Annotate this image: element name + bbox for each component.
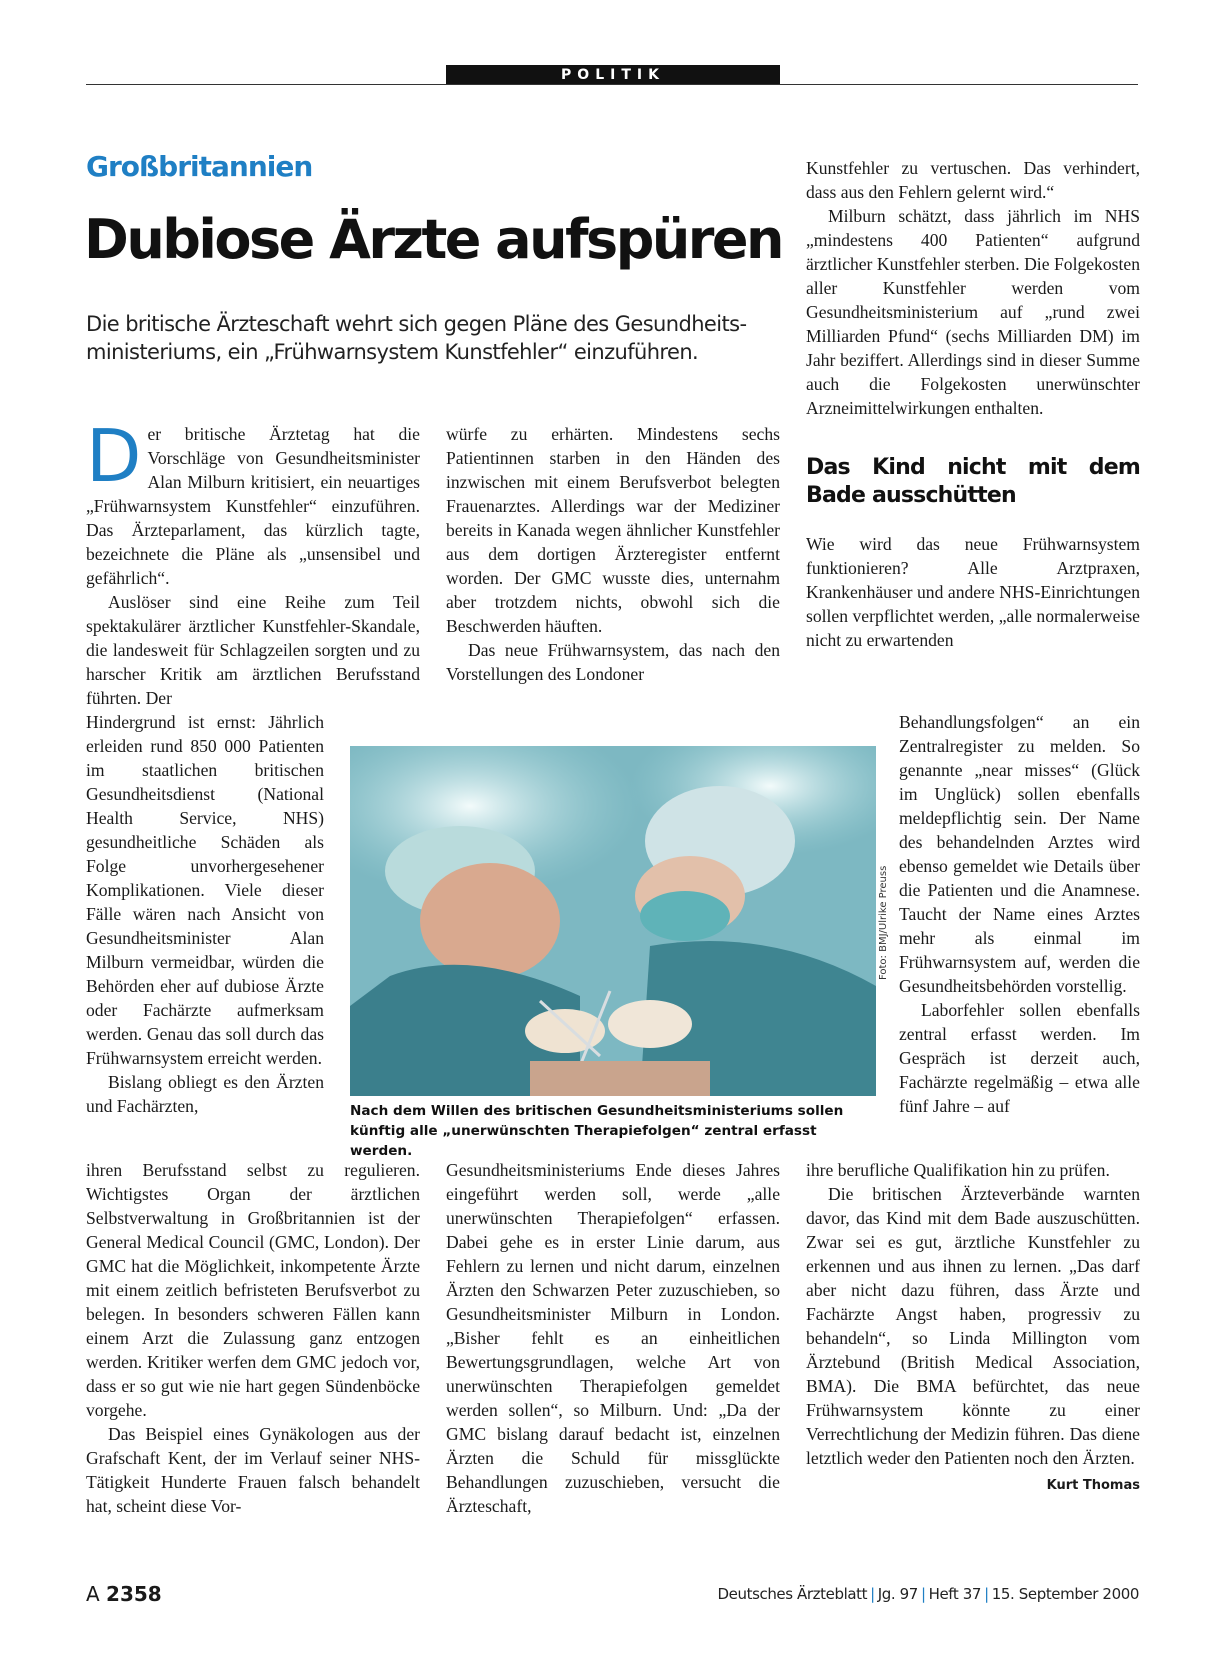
- column-1: [86, 414, 420, 708]
- drop-cap: D: [86, 414, 142, 498]
- paragraph: Gesundheitsministeriums Ende dieses Jahres eingeführt werden soll, werde „alle unerwünschten Therapiefolgen“ erfassen. Dabei gehe es in erster Linie darum, aus Fehlern zu lernen und nicht darum, einzelnen Ärzten den Schwarzen Peter zuzuschieben, so Gesundheitsminister Milburn in London. „Bisher fehlt es an einheitlichen Bewertungsgrundlagen, welche Art von unerwünschten Therapiefolgen gemeldet werden sollen“, so Milburn. Und: „Da der GMC bislang darauf bedacht ist, einzelnen Ärzten die Schuld für missglückte Behandlungen zuzuschieben, versucht die Ärzteschaft,: [446, 1160, 780, 1516]
- footer-citation: Deutsches Ärzteblatt | Jg. 97 | Heft 37 | 15. September 2000: [717, 1585, 1139, 1603]
- paragraph: Auslöser sind eine Reihe zum Teil spektakulärer ärztlicher Kunstfehler-Skandale, die landesweit für Schlagzeilen sorgten und zu harscher Kritik am ärztlichen Berufsstand führten. Der: [86, 592, 420, 708]
- paragraph: er britische Ärztetag hat die Vorschläge von Gesundheitsminister Alan Milburn kritisiert, ein neuartiges „Frühwarnsystem Kunstfehler“ einzuführen. Das Ärzteparlament, das kürzlich tagte, bezeichnete die Pläne als „unsensibel und gefährlich“.: [86, 424, 420, 588]
- paragraph: Kunstfehler zu vertuschen. Das verhindert, dass aus den Fehlern gelernt wird.“: [806, 158, 1140, 202]
- subheading: Das Kind nicht mit dem Bade ausschütten: [806, 455, 1140, 508]
- column-1-narrow: [86, 710, 324, 1118]
- kicker: Großbritannien: [86, 150, 313, 183]
- lead-paragraph: Die britische Ärzteschaft wehrt sich gegen Pläne des Gesundheitsministeriums, ein „Frühwarnsystem Kunstfehler“ einzuführen.: [86, 312, 748, 364]
- paragraph: [806, 1182, 1140, 1493]
- paragraph: Hindergrund ist ernst: Jährlich erleiden rund 850 000 Patienten im staatlichen britischen Gesundheitsdienst (National Health Service, NHS) gesundheitliche Schäden als Folge unvorhergesehener Komplikationen. Viele dieser Fälle wären nach Ansicht von Gesundheitsminister Alan Milburn vermeidbar, würden die Behörden eher auf dubiose Ärzte oder Fachärzte aufmerksam werden. Genau das soll durch das Frühwarnsystem erreicht werden.: [86, 712, 324, 1068]
- paragraph: Das neue Frühwarnsystem, das nach den Vorstellungen des Londoner: [446, 640, 780, 684]
- paragraph: Laborfehler sollen ebenfalls zentral erfasst werden. Im Gespräch ist derzeit auch, Fachärzte regelmäßig – etwa alle fünf Jahre – auf: [899, 1000, 1140, 1116]
- issue: Heft 37: [928, 1585, 982, 1603]
- column-2-lower: [446, 1158, 780, 1518]
- paragraph-text: Die britischen Ärzteverbände warnten davor, das Kind mit dem Bade auszuschütten. Zwar sei es gut, ärztliche Kunstfehler zu erkennen und aus ihnen zu lernen. „Das darf aber nicht dazu führen, dass Ärzte und Fachärzte Angst haben, progressiv zu behandeln“, so Linda Millington vom Ärztebund (British Medical Association, BMA). Die BMA befürchtet, das neue Frühwarnsystem könnte zu einer Verrechtlichung der Medizin führen. Das diene letztlich weder den Patienten noch den Ärzten.: [806, 1184, 1140, 1468]
- paragraph: Behandlungsfolgen“ an ein Zentralregister zu melden. So genannte „near misses“ (Glück im Unglück) sollen ebenfalls meldepflichtig sein. Der Name des behandelnden Arztes wird ebenso gemeldet wie Details über die Patienten und die Anamnese. Taucht der Name eines Arztes mehr als einmal im Frühwarnsystem auf, werden die Gesundheitsbehörden vorstellig.: [899, 712, 1140, 996]
- journal-name: Deutsches Ärzteblatt: [717, 1585, 868, 1603]
- page-number-value: 2358: [106, 1582, 162, 1606]
- paragraph: würfe zu erhärten. Mindestens sechs Patientinnen starben in den Händen des inzwischen mit einem Berufsverbot belegten Frauenarztes. Allerdings war der Mediziner bereits in Kanada wegen ähnlicher Kunstfehler aus dem dortigen Ärzteregister entfernt worden. Der GMC wusste dies, unternahm aber trotzdem nichts, obwohl sich die Beschwerden häuften.: [446, 424, 780, 636]
- volume: Jg. 97: [877, 1585, 918, 1603]
- author: Kurt Thomas: [1046, 1478, 1140, 1493]
- paragraph: ihren Berufsstand selbst zu regulieren. Wichtigstes Organ der ärztlichen Selbstverwaltung in Großbritannien ist der General Medical Council (GMC, London). Der GMC hat die Möglichkeit, inkompetente Ärzte mit einem zeitlich befristeten Berufsverbot zu belegen. In besonders schweren Fällen kann einem Arzt die Zulassung ganz entzogen werden. Kritiker werfen dem GMC jedoch vor, dass er so gut wie nie hart gegen Sündenböcke vorgehe.: [86, 1160, 420, 1420]
- column-3-narrow: [899, 710, 1140, 1118]
- photo-caption: Nach dem Willen des britischen Gesundheitsministeriums sollen künftig alle „unerwünschten Therapiefolgen“ zentral erfasst werden.: [350, 1103, 844, 1159]
- surgery-photo: [350, 746, 876, 1096]
- paragraph: ihre berufliche Qualifikation hin zu prüfen.: [806, 1160, 1110, 1180]
- column-1-lower: [86, 1158, 420, 1518]
- section-label: POLITIK: [446, 65, 780, 85]
- column-2: [446, 422, 780, 686]
- paragraph: Wie wird das neue Frühwarnsystem funktionieren? Alle Arztpraxen, Krankenhäuser und andere NHS-Einrichtungen sollen verpflichtet werden, „alle normalerweise nicht zu erwartenden: [806, 534, 1140, 650]
- paragraph: Milburn schätzt, dass jährlich im NHS „mindestens 400 Patienten“ aufgrund ärztlicher Kunstfehler sterben. Die Folgekosten aller Kunstfehler werden vom Gesundheitsministerium auf „rund zwei Milliarden Pfund“ (sechs Milliarden DM) im Jahr beziffert. Allerdings sind in dieser Summe auch die Folgekosten unerwünschter Arzneimittelwirkungen enthalten.: [806, 206, 1140, 418]
- page-prefix: A: [86, 1582, 100, 1606]
- paragraph: Das Beispiel eines Gynäkologen aus der Grafschaft Kent, der im Verlauf seiner NHS-Tätigkeit Hunderte Frauen falsch behandelt hat, scheint diese Vor-: [86, 1424, 420, 1516]
- headline: Dubiose Ärzte aufspüren: [84, 208, 782, 271]
- surgery-illustration: [350, 746, 876, 1096]
- page-number: [86, 1582, 162, 1606]
- date: 15. September 2000: [991, 1585, 1139, 1603]
- photo-credit: Foto: BMJ/Ulrike Preuss: [878, 865, 889, 980]
- top-rule: [86, 84, 1138, 85]
- column-3-lower: [806, 1158, 1140, 1498]
- paragraph: Bislang obliegt es den Ärzten und Fachärzten,: [86, 1072, 324, 1116]
- column-3: [806, 156, 1140, 652]
